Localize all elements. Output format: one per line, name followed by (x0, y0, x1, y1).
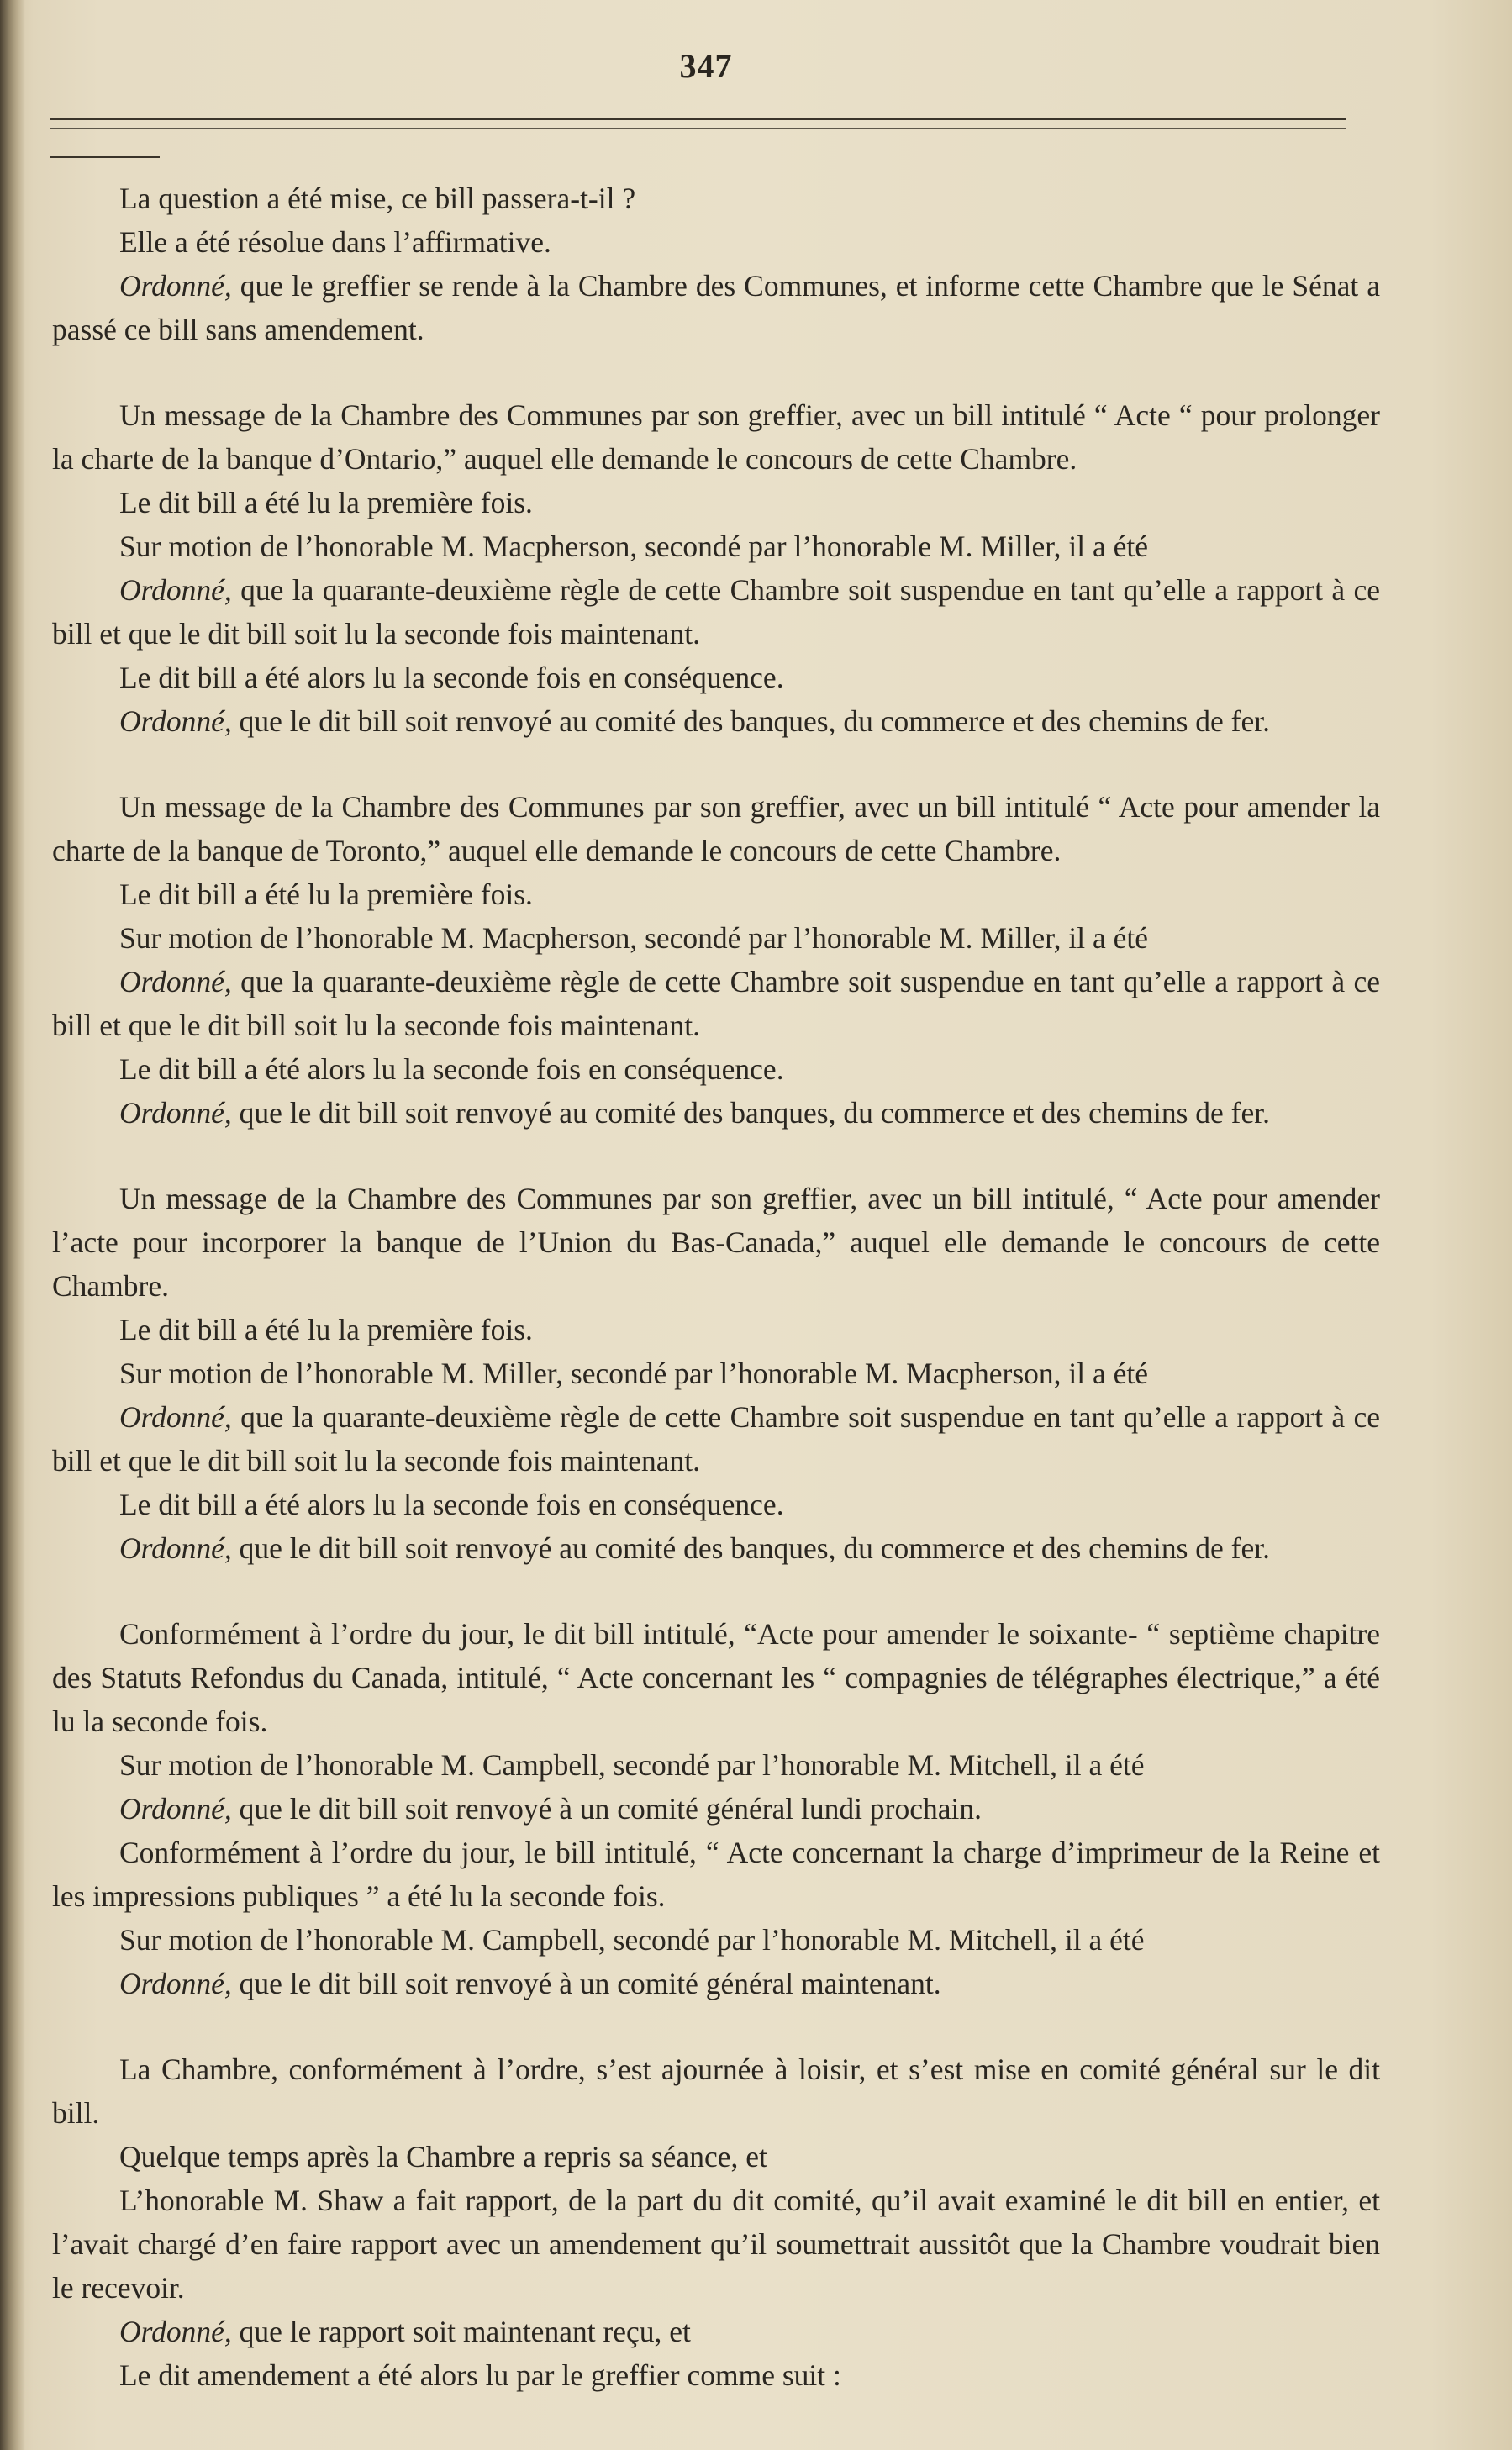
ordonne-label: Ordonné, (119, 573, 232, 607)
paragraph: Le dit bill a été lu la première fois. (119, 486, 533, 519)
paragraph: Sur motion de l’honorable M. Campbell, secondé par l’honorable M. Mitchell, il a été (119, 1748, 1145, 1782)
ordonne-label: Ordonné, (119, 2315, 232, 2348)
page-number: 347 (679, 47, 733, 85)
paragraph: Ordonné, que le dit bill soit renvoyé au comité des banques, du commerce et des chemins de fer. (119, 704, 1271, 738)
paragraph: Un message de la Chambre des Communes par son greffier, avec un bill intitulé, “ Acte pour amender l’acte pour incorporer la banque de l’Union du Bas-Canada,” auquel elle demande le concours de cette Chambre. (52, 1182, 1380, 1303)
binding-gutter (0, 0, 25, 2450)
header-rule-thin (50, 128, 1346, 129)
ordonne-label: Ordonné, (119, 1792, 232, 1826)
paragraph: Ordonné, que le dit bill soit renvoyé à un comité général lundi prochain. (119, 1792, 982, 1826)
paragraph: Ordonné, que le greffier se rende à la Chambre des Communes, et informe cette Chambre que le Sénat a passé ce bill sans amendement. (52, 269, 1380, 346)
header-rule (50, 118, 1346, 120)
ordonne-label: Ordonné, (119, 965, 232, 998)
paragraph: Ordonné, que le dit bill soit renvoyé au comité des banques, du commerce et des chemins de fer. (119, 1096, 1271, 1130)
paragraph: Ordonné, que le dit bill soit renvoyé au comité des banques, du commerce et des chemins de fer. (119, 1531, 1271, 1565)
paragraph: Un message de la Chambre des Communes par son greffier, avec un bill intitulé “ Acte pour amender la charte de la banque de Toronto,” auquel elle demande le concours de cette Chambre. (52, 790, 1380, 867)
ordonne-label: Ordonné, (119, 1531, 232, 1565)
paragraph: Sur motion de l’honorable M. Macpherson, secondé par l’honorable M. Miller, il a été (119, 921, 1148, 955)
paragraph: Conformément à l’ordre du jour, le bill intitulé, “ Acte concernant la charge d’imprimeur de la Reine et les impressions publiques ” a été lu la seconde fois. (52, 1836, 1380, 1913)
journal-text (52, 177, 1380, 2397)
ordonne-label: Ordonné, (119, 1096, 232, 1130)
paragraph: Ordonné, que la quarante-deuxième règle de cette Chambre soit suspendue en tant qu’elle a rapport à ce bill et que le dit bill soit lu la seconde fois maintenant. (52, 965, 1380, 1042)
paragraph: L’honorable M. Shaw a fait rapport, de la part du dit comité, qu’il avait examiné le dit bill en entier, et l’avait chargé d’en faire rapport avec un amendement qu’il soumettrait aussitôt que la Chambre voudrait bien le recevoir. (52, 2184, 1380, 2305)
paragraph: Le dit amendement a été alors lu par le greffier comme suit : (119, 2358, 841, 2392)
paragraph: Le dit bill a été lu la première fois. (119, 1313, 533, 1346)
paragraph: Quelque temps après la Chambre a repris sa séance, et (119, 2140, 767, 2173)
paragraph: Sur motion de l’honorable M. Macpherson, secondé par l’honorable M. Miller, il a été (119, 530, 1148, 563)
paragraph: Le dit bill a été lu la première fois. (119, 877, 533, 911)
paragraph: Le dit bill a été alors lu la seconde fois en conséquence. (119, 1488, 784, 1521)
paragraph: Ordonné, que le rapport soit maintenant reçu, et (119, 2315, 691, 2348)
paragraph: Sur motion de l’honorable M. Campbell, secondé par l’honorable M. Mitchell, il a été (119, 1923, 1145, 1957)
ordonne-label: Ordonné, (119, 269, 232, 303)
ordonne-label: Ordonné, (119, 1400, 232, 1434)
paragraph: Elle a été résolue dans l’affirmative. (119, 225, 551, 259)
paragraph: La Chambre, conformément à l’ordre, s’est ajournée à loisir, et s’est mise en comité général sur le dit bill. (52, 2052, 1380, 2130)
paragraph: Ordonné, que la quarante-deuxième règle de cette Chambre soit suspendue en tant qu’elle a rapport à ce bill et que le dit bill soit lu la seconde fois maintenant. (52, 1400, 1380, 1478)
header-rule-stub (50, 156, 160, 158)
paragraph: Ordonné, que le dit bill soit renvoyé à un comité général maintenant. (119, 1967, 941, 2000)
paragraph: Le dit bill a été alors lu la seconde fois en conséquence. (119, 1052, 784, 1086)
paragraph: Un message de la Chambre des Communes par son greffier, avec un bill intitulé “ Acte “ pour prolonger la charte de la banque d’Ontario,” auquel elle demande le concours de cette Chambre. (52, 398, 1380, 476)
paragraph: La question a été mise, ce bill passera-t-il ? (119, 182, 636, 215)
ordonne-label: Ordonné, (119, 704, 232, 738)
paragraph: Le dit bill a été alors lu la seconde fois en conséquence. (119, 661, 784, 694)
paragraph: Sur motion de l’honorable M. Miller, secondé par l’honorable M. Macpherson, il a été (119, 1357, 1148, 1390)
ordonne-label: Ordonné, (119, 1967, 232, 2000)
paragraph: Ordonné, que la quarante-deuxième règle de cette Chambre soit suspendue en tant qu’elle a rapport à ce bill et que le dit bill soit lu la seconde fois maintenant. (52, 573, 1380, 651)
paragraph: Conformément à l’ordre du jour, le dit bill intitulé, “Acte pour amender le soixante- “ septième chapitre des Statuts Refondus du Canada, intitulé, “ Acte concernant les “ compagnies de télégraphes électrique,” a été lu la seconde fois. (52, 1617, 1380, 1738)
